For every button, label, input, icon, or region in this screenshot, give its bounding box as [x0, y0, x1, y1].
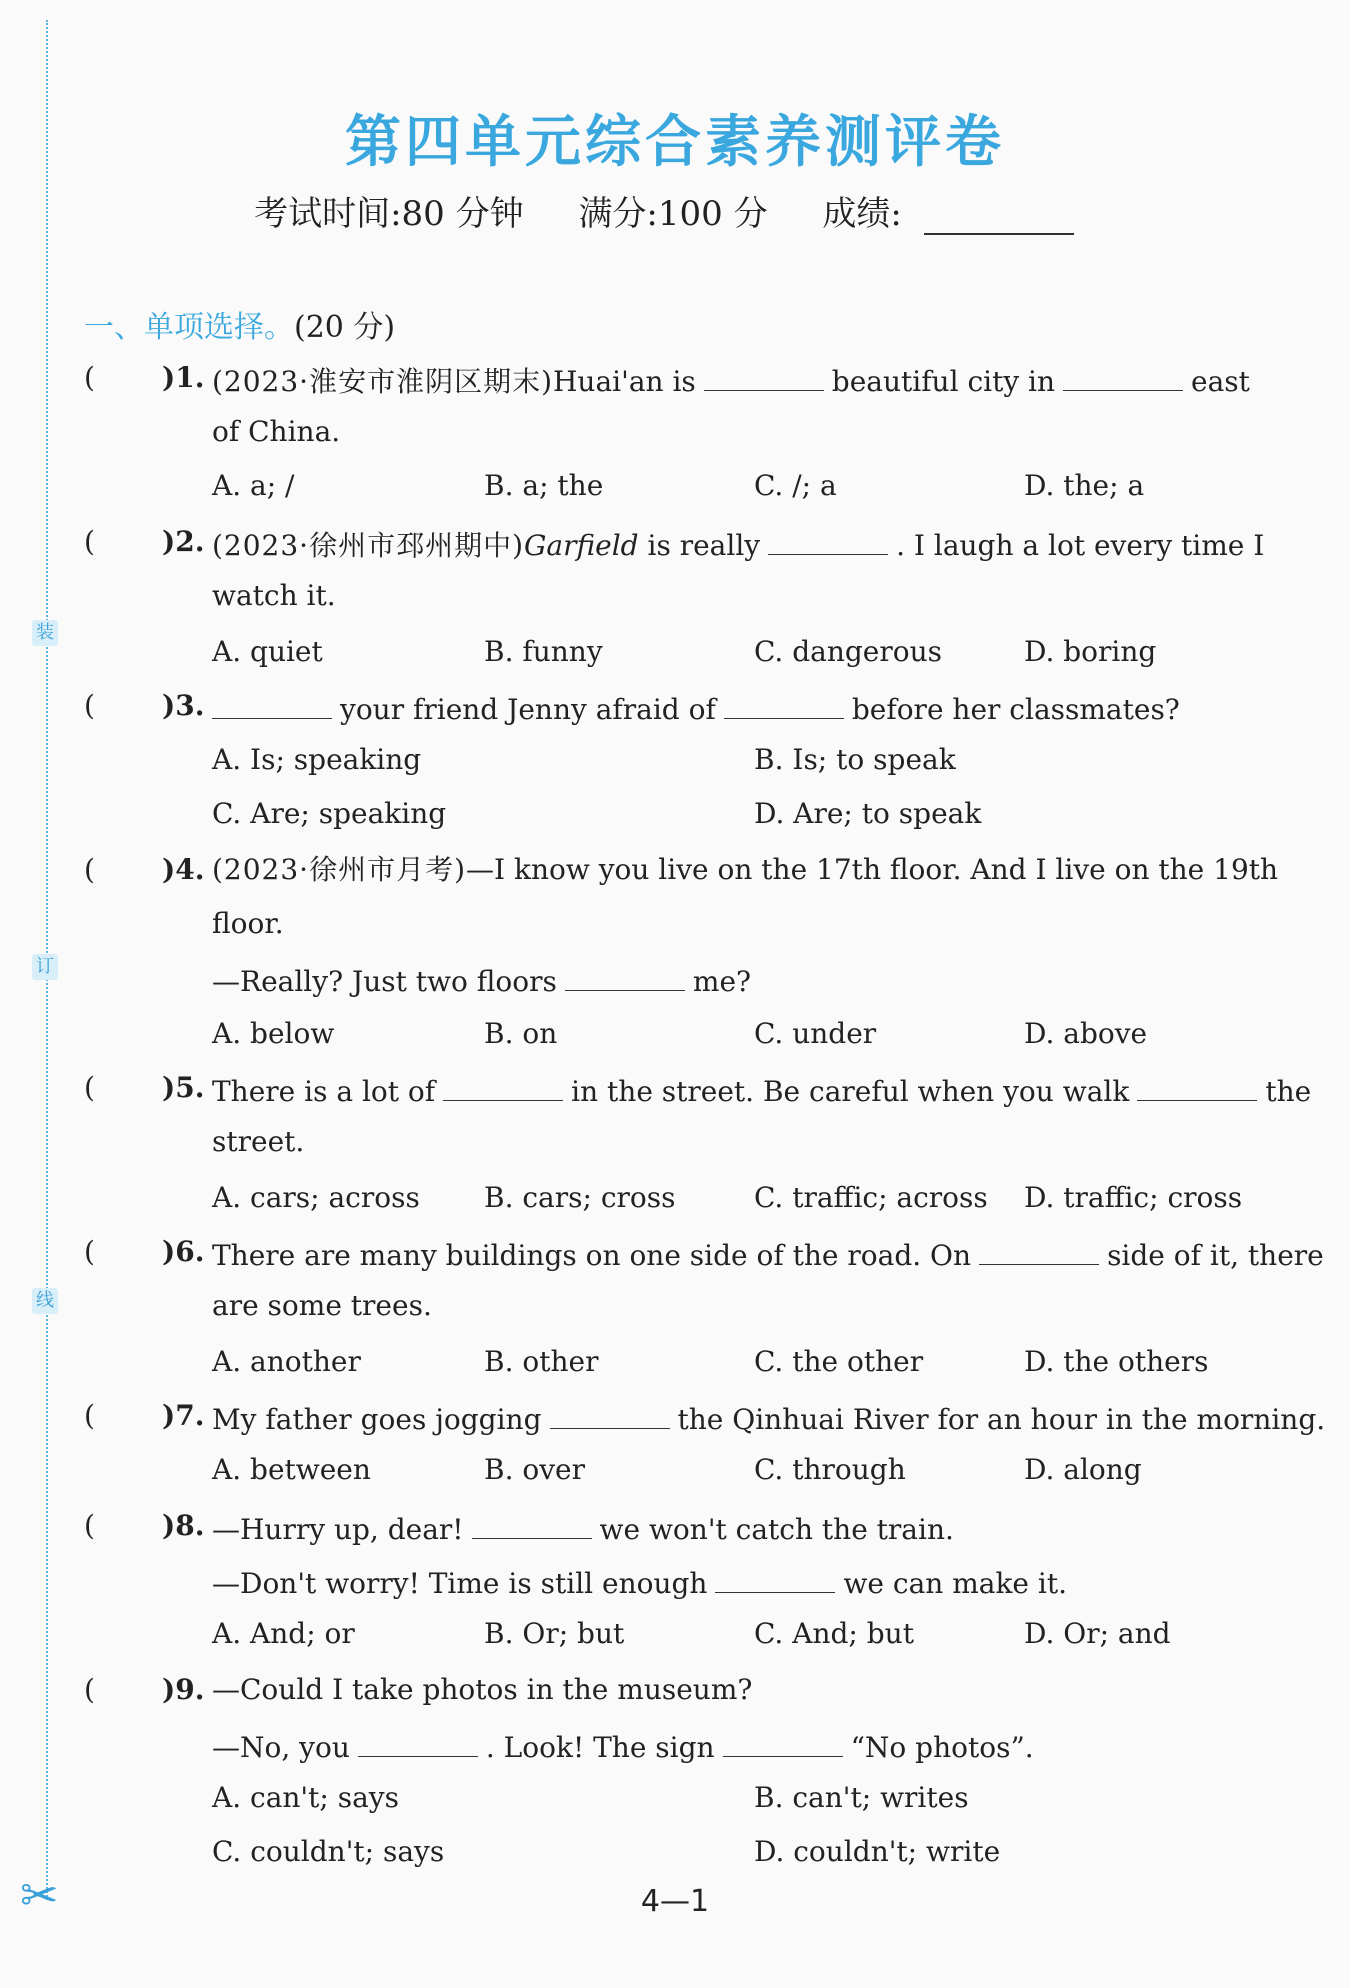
side-char-2: 订: [32, 954, 58, 980]
option-d: D. Are; to speak: [754, 797, 982, 830]
option-a: A. between: [212, 1453, 371, 1486]
option-d: D. along: [1024, 1453, 1142, 1486]
option-c: C. And; but: [754, 1617, 914, 1650]
exam-page: 装 订 线 ✂ 第四单元综合素养测评卷 考试时间:80 分钟 满分:100 分 成绩: 一、单项选择。(20 分) ( )1. (2023·淮安市淮阴区期末)Huai'an is beautiful city in east of China. A. a; / B. a; the C. /; a D. the; a ( )2. (2023·徐州市邳州期中)Garfield is really . I laugh a lot every time I watch it. A. quiet B. funny C. dangerous D. boring ( )3. your friend Jenny afraid of before her classmates? A. Is; speaking B. Is; to speak C. Are; speaking D. Are; to speak ( )4. (2023·徐州市月考)—I know you live on the 17th floor. And I live on the 19th floor. —Really? Just two floors me? A. below B. on C. under D. above ( )5. There is a lot of in the street. Be careful when you walk the street. A. cars; across B. cars; cross C. traffic; across D. traffic; cross ( )6. There are many buildings on one side of the road. On side of it, there are some trees. A. another B. other C. the other D. the others ( )7. My father goes jogging the Qinhuai River for an hour in the morning. A. between B. over C. through D. along ( )8. —Hurry up, dear! we won't catch the train. —Don't worry! Time is still enough we can make it. A. And; or B. Or; but C. And; but D. Or; and ( )9. —Could I take photos in the museum? —No, you . Look! The sign “No photos”. A. can't; says B. can't; writes C. couldn't; says D. couldn't; write 4—1: [0, 0, 1350, 1988]
option-b: B. on: [484, 1017, 558, 1050]
option-a: A. below: [212, 1017, 335, 1050]
option-b: B. funny: [484, 635, 603, 668]
option-d: D. the others: [1024, 1345, 1209, 1378]
option-a: A. Is; speaking: [212, 743, 422, 776]
scissors-icon: ✂: [20, 1868, 59, 1922]
answer-blank[interactable]: [358, 1726, 478, 1757]
section-heading: 一、单项选择。(20 分): [84, 310, 396, 345]
option-a: A. another: [212, 1345, 361, 1378]
option-b: B. a; the: [484, 469, 604, 502]
option-b: B. over: [484, 1453, 586, 1486]
answer-blank[interactable]: [704, 360, 824, 391]
side-char-3: 线: [32, 1288, 58, 1314]
option-b: B. Or; but: [484, 1617, 625, 1650]
option-c: C. under: [754, 1017, 877, 1050]
option-c: C. traffic; across: [754, 1181, 988, 1214]
page-title: 第四单元综合素养测评卷: [345, 109, 1005, 175]
answer-blank[interactable]: [550, 1398, 670, 1429]
answer-blank[interactable]: [715, 1562, 835, 1593]
answer-blank[interactable]: [979, 1234, 1099, 1265]
option-d: D. Or; and: [1024, 1617, 1171, 1650]
option-a: A. cars; across: [212, 1181, 420, 1214]
option-b: B. other: [484, 1345, 599, 1378]
page-number: 4—1: [640, 1884, 710, 1919]
option-b: B. Is; to speak: [754, 743, 956, 776]
option-d: D. traffic; cross: [1024, 1181, 1243, 1214]
answer-blank[interactable]: [1063, 360, 1183, 391]
option-c: C. /; a: [754, 469, 837, 502]
side-char-1: 装: [32, 620, 58, 646]
option-d: D. the; a: [1024, 469, 1145, 502]
option-c: C. Are; speaking: [212, 797, 447, 830]
answer-blank[interactable]: [723, 1726, 843, 1757]
option-c: C. couldn't; says: [212, 1835, 445, 1868]
answer-blank[interactable]: [472, 1508, 592, 1539]
exam-time: 考试时间:80 分钟: [254, 194, 524, 234]
option-a: A. a; /: [212, 469, 295, 502]
answer-blank[interactable]: [212, 688, 332, 719]
option-d: D. above: [1024, 1017, 1148, 1050]
option-b: B. can't; writes: [754, 1781, 969, 1814]
option-a: A. can't; says: [212, 1781, 399, 1814]
option-d: D. couldn't; write: [754, 1835, 1001, 1868]
exam-full-score: 满分:100 分: [578, 194, 768, 234]
option-b: B. cars; cross: [484, 1181, 676, 1214]
exam-info: [0, 186, 1350, 235]
answer-blank[interactable]: [443, 1070, 563, 1101]
exam-score: 成绩:: [822, 194, 1095, 234]
option-d: D. boring: [1024, 635, 1157, 668]
answer-blank[interactable]: [1137, 1070, 1257, 1101]
option-c: C. dangerous: [754, 635, 943, 668]
answer-blank[interactable]: [768, 524, 888, 555]
option-a: A. quiet: [212, 635, 323, 668]
option-a: A. And; or: [212, 1617, 355, 1650]
option-c: C. the other: [754, 1345, 924, 1378]
option-c: C. through: [754, 1453, 906, 1486]
score-blank: [924, 199, 1074, 235]
answer-blank[interactable]: [724, 688, 844, 719]
answer-blank[interactable]: [565, 960, 685, 991]
